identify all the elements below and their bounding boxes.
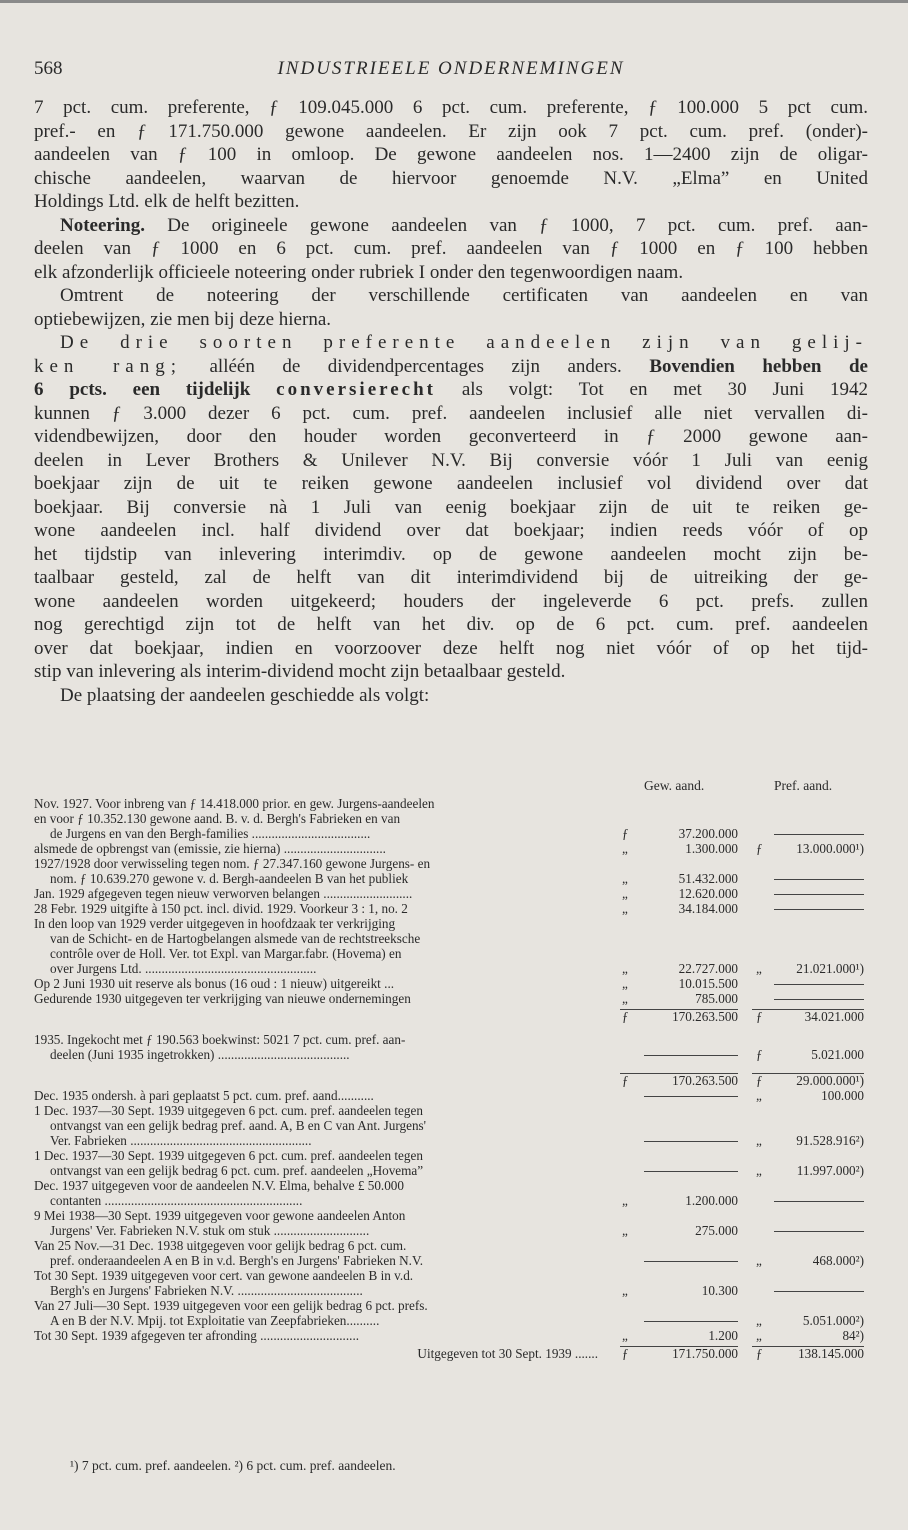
text-line: Omtrent de noteering der verschillende certificaten van aandeelen en van [60, 285, 868, 306]
table-row [34, 1328, 868, 1343]
column-header-preferente: Pref. aand. [774, 778, 833, 793]
text-line: optiebewijzen, zie men bij deze hierna. [34, 308, 332, 330]
gewone-amount: 1.200.000 [685, 1193, 738, 1208]
page-number: 568 [34, 58, 63, 79]
table-row [34, 961, 868, 976]
row-description: Op 2 Juni 1930 uit reserve als bonus (16 oud : 1 nieuw) uitgereikt ... [34, 976, 395, 991]
currency-mark: „ [622, 1283, 628, 1298]
text-fragment: 6 pcts. een tijdelijk [34, 379, 277, 400]
text-line: De drie soorten preferente aandeelen zijn van gelij- [60, 332, 868, 353]
currency-mark: ƒ [756, 1047, 763, 1062]
row-description: Nov. 1927. Voor inbreng van ƒ 14.418.000 prior. en gew. Jurgens-aandeelen [34, 796, 435, 811]
paragraph-certificaten [34, 284, 868, 331]
empty-dash [774, 984, 864, 985]
row-description: contanten ............................................................ [50, 1193, 303, 1208]
table-row [34, 1298, 868, 1313]
empty-dash [644, 1321, 738, 1322]
empty-dash [644, 1141, 738, 1142]
row-description: Dec. 1935 ondersh. à pari geplaatst 5 pct. cum. pref. aand........... [34, 1088, 374, 1103]
table-rows [34, 796, 868, 1361]
row-description: deelen (Juni 1935 ingetrokken) ........................................ [50, 1047, 350, 1062]
preferente-amount: 34.021.000 [804, 1009, 864, 1024]
table-row [34, 1163, 868, 1178]
table-subtotal-row [34, 1009, 868, 1024]
gewone-amount: 275.000 [695, 1223, 738, 1238]
text-line: over dat boekjaar, indien en voorzoover deze helft nog niet vóór of op het tijd- [34, 637, 868, 659]
preferente-amount: 29.000.000¹) [796, 1073, 864, 1088]
text-line: boekjaar. Bij conversie nà 1 Juli van eenig boekjaar zijn de uit te reiken ge- [34, 496, 868, 518]
running-title: INDUSTRIEELE ONDERNEMINGEN [277, 58, 625, 79]
gewone-amount: 170.263.500 [672, 1073, 738, 1088]
gewone-amount: 10.300 [701, 1283, 738, 1298]
row-description: Jurgens' Ver. Fabrieken N.V. stuk om stuk ............................. [50, 1223, 370, 1238]
text-fragment: conversierecht [276, 379, 436, 400]
currency-mark: „ [622, 1328, 628, 1343]
row-description: 9 Mei 1938—30 Sept. 1939 uitgegeven voor gewone aandeelen Anton [34, 1208, 406, 1223]
paragraph-noteering [34, 214, 868, 285]
row-description: over Jurgens Ltd. .................................................... [50, 961, 317, 976]
currency-mark: „ [622, 901, 628, 916]
text-line: deelen in Lever Brothers & Unilever N.V. Bij conversie vóór 1 Juli van eenig [34, 449, 868, 471]
text-line: kunnen ƒ 3.000 dezer 6 pct. cum. pref. aandeelen inclusief alle niet vervallen di- [34, 402, 868, 424]
currency-mark: „ [756, 1088, 762, 1103]
row-description: ontvangst van een gelijk bedrag pref. aand. A, B en C van Ant. Jurgens' [50, 1118, 427, 1133]
table-row [34, 871, 868, 886]
row-description: Ver. Fabrieken ....................................................... [50, 1133, 312, 1148]
table-row [34, 1313, 868, 1328]
text-line [34, 378, 868, 402]
column-header-gewone: Gew. aand. [644, 778, 705, 793]
row-description: de Jurgens en van den Bergh-families .................................... [50, 826, 371, 841]
text-fragment: alléén de dividendpercentages zijn anders. [181, 355, 650, 377]
paragraph-plaatsing [34, 684, 868, 708]
currency-mark: ƒ [622, 826, 629, 841]
text-line: deelen van ƒ 1000 en 6 pct. cum. pref. aandeelen van ƒ 1000 en ƒ 100 hebben [34, 238, 868, 259]
table-subtotal-row [34, 1346, 868, 1361]
row-gap [34, 1062, 868, 1070]
row-description: pref. onderaandeelen A en B in v.d. Bergh's en Jurgens' Fabrieken N.V. [50, 1253, 424, 1268]
table-row [34, 976, 868, 991]
table-row [34, 991, 868, 1006]
table-subtotal-row [34, 1073, 868, 1088]
currency-mark: „ [756, 1163, 762, 1178]
preferente-amount: 91.528.916²) [796, 1133, 864, 1148]
currency-mark: „ [756, 961, 762, 976]
row-description: nom. ƒ 10.639.270 gewone v. d. Bergh-aandeelen B van het publiek [50, 871, 409, 886]
scan-edge-line [0, 0, 908, 3]
row-description: 1935. Ingekocht met ƒ 190.563 boekwinst: 5021 7 pct. cum. pref. aan- [34, 1032, 406, 1047]
text-line [34, 214, 868, 238]
text-line: stip van inlevering als interim-dividend mocht zijn betaalbaar gesteld. [34, 661, 566, 682]
gewone-amount: 1.200 [708, 1328, 738, 1343]
text-line: nog gerechtigd zijn tot de helft van het div. op de 6 pct. cum. pref. aandeelen [34, 614, 868, 635]
row-description: Van 27 Juli—30 Sept. 1939 uitgegeven voor een gelijk bedrag 6 pct. prefs. [34, 1298, 428, 1313]
row-description: Van 25 Nov.—31 Dec. 1938 uitgegeven voor gelijk bedrag 6 pct. cum. [34, 1238, 407, 1253]
text-fragment: Bovendien hebben de [649, 355, 868, 377]
currency-mark: ƒ [622, 1346, 629, 1361]
gewone-amount: 37.200.000 [678, 826, 738, 841]
currency-mark: „ [622, 871, 628, 886]
gewone-amount: 12.620.000 [678, 886, 738, 901]
empty-dash [644, 1055, 738, 1056]
empty-dash [774, 1231, 864, 1232]
currency-mark: ƒ [756, 1009, 763, 1024]
table-row [34, 1193, 868, 1208]
table-row [34, 886, 868, 901]
footnote: ¹) 7 pct. cum. pref. aandeelen. ²) 6 pct. cum. pref. aandeelen. [70, 1458, 396, 1473]
table-row [34, 916, 868, 931]
row-gap [34, 1024, 868, 1032]
currency-mark: ƒ [756, 1073, 763, 1088]
text-fragment: De origineele gewone aandeelen van ƒ 1000, 7 pct. cum. pref. aan- [144, 214, 868, 236]
row-description: 1927/1928 door verwisseling tegen nom. ƒ 27.347.160 gewone Jurgens- en [34, 856, 431, 871]
row-description: Tot 30 Sept. 1939 afgegeven ter afronding .............................. [34, 1328, 360, 1343]
total-label: Uitgegeven tot 30 Sept. 1939 ....... [417, 1346, 598, 1361]
currency-mark: „ [622, 1193, 628, 1208]
row-description: en voor ƒ 10.352.130 gewone aand. B. v. d. Bergh's Fabrieken en van [34, 811, 401, 826]
preferente-amount: 13.000.000¹) [796, 841, 864, 856]
empty-dash [774, 909, 864, 910]
row-description: alsmede de opbrengst van (emissie, zie hierna) ............................... [34, 841, 386, 856]
row-description: Bergh's en Jurgens' Fabrieken N.V. ...................................... [50, 1283, 363, 1298]
currency-mark: „ [622, 961, 628, 976]
gewone-amount: 785.000 [695, 991, 738, 1006]
empty-dash [774, 834, 864, 835]
body-text [34, 96, 868, 707]
currency-mark: „ [622, 886, 628, 901]
empty-dash [774, 879, 864, 880]
empty-dash [774, 1291, 864, 1292]
gewone-amount: 10.015.500 [678, 976, 738, 991]
text-line: De plaatsing der aandeelen geschiedde als volgt: [60, 684, 430, 706]
row-description: In den loop van 1929 verder uitgegeven in hoofdzaak ter verkrijging [34, 916, 396, 931]
currency-mark: ƒ [622, 1009, 629, 1024]
currency-mark: „ [622, 1223, 628, 1238]
table-row [34, 931, 868, 946]
currency-mark: ƒ [756, 1346, 763, 1361]
table-row [34, 841, 868, 856]
currency-mark: ƒ [756, 841, 763, 856]
row-description: Tot 30 Sept. 1939 uitgegeven voor cert. van gewone aandeelen B in v.d. [34, 1268, 414, 1283]
row-description: Dec. 1937 uitgegeven voor de aandeelen N.V. Elma, behalve £ 50.000 [34, 1178, 404, 1193]
gewone-amount: 170.263.500 [672, 1009, 738, 1024]
preferente-amount: 100.000 [821, 1088, 864, 1103]
empty-dash [774, 999, 864, 1000]
text-line: wone aandeelen worden uitgekeerd; houders der ingeleverde 6 pct. prefs. zullen [34, 590, 868, 612]
text-line: elk afzonderlijk officieele noteering onder rubriek I onder den tegenwoordigen naam. [34, 261, 684, 283]
text-line: pref.- en ƒ 171.750.000 gewone aandeelen. Er zijn ook 7 pct. cum. pref. (onder)- [34, 120, 868, 142]
table-row [34, 811, 868, 826]
preferente-amount: 84²) [842, 1328, 864, 1343]
empty-dash [644, 1171, 738, 1172]
gewone-amount: 34.184.000 [678, 901, 738, 916]
currency-mark: „ [756, 1133, 762, 1148]
gewone-amount: 1.300.000 [685, 841, 738, 856]
text-line: boekjaar zijn de uit te reiken gewone aandeelen inclusief vol dividend over dat [34, 473, 868, 494]
table-row [34, 1223, 868, 1238]
row-description: Jan. 1929 afgegeven tegen nieuw verworven belangen ........................... [34, 886, 413, 901]
section-label: Noteering. [60, 214, 145, 236]
table-row [34, 1148, 868, 1163]
table-row [34, 796, 868, 811]
row-description: van de Schicht- en de Hartogbelangen alsmede van de rechtstreeksche [50, 931, 421, 946]
table-row [34, 1268, 868, 1283]
table-row [34, 1238, 868, 1253]
preferente-amount: 5.051.000²) [802, 1313, 864, 1328]
row-description: 1 Dec. 1937—30 Sept. 1939 uitgegeven 6 pct. cum. pref. aandeelen tegen [34, 1148, 423, 1163]
table-row [34, 946, 868, 961]
table-row [34, 1178, 868, 1193]
table-row [34, 1283, 868, 1298]
table-row [34, 856, 868, 871]
currency-mark: „ [622, 991, 628, 1006]
text-fragment: als volgt: Tot en met 30 Juni 1942 [436, 379, 868, 400]
preferente-amount: 21.021.000¹) [796, 961, 864, 976]
row-description: Gedurende 1930 uitgegeven ter verkrijging van nieuwe ondernemingen [34, 991, 411, 1006]
row-description: ontvangst van een gelijk bedrag 6 pct. cum. pref. aandeelen „Hovema” [50, 1163, 424, 1178]
preferente-amount: 138.145.000 [798, 1346, 864, 1361]
text-line: wone aandeelen incl. half dividend over dat boekjaar; indien reeds vóór of op [34, 520, 868, 541]
paragraph-capital [34, 96, 868, 214]
preferente-amount: 468.000²) [812, 1253, 864, 1268]
table-row [34, 1118, 868, 1133]
currency-mark: „ [756, 1253, 762, 1268]
table-row [34, 1047, 868, 1062]
text-line: taalbaar gesteld, zal de helft van dit interimdividend bij de uitreiking der ge- [34, 567, 868, 588]
gewone-amount: 22.727.000 [678, 961, 738, 976]
gewone-amount: 171.750.000 [672, 1346, 738, 1361]
text-line: videndbewijzen, door den houder worden geconverteerd in ƒ 2000 gewone aan- [34, 426, 868, 447]
text-line [34, 355, 868, 379]
currency-mark: „ [756, 1328, 762, 1343]
row-description: contrôle over de Holl. Ver. tot Expl. van Margar.fabr. (Hovema) en [50, 946, 402, 961]
preferente-amount: 5.021.000 [811, 1047, 864, 1062]
text-fragment: ken rang; [34, 355, 182, 377]
currency-mark: „ [756, 1313, 762, 1328]
preferente-amount: 11.997.000²) [796, 1163, 864, 1178]
text-line: het tijdstip van inlevering interimdiv. op de gewone aandeelen mocht zijn be- [34, 543, 868, 565]
table-row [34, 901, 868, 916]
paragraph-conversie [34, 331, 868, 684]
row-description: A en B der N.V. Mpij. tot Exploitatie van Zeepfabrieken.......... [50, 1313, 380, 1328]
table-row [34, 1032, 868, 1047]
text-line: chische aandeelen, waarvan de hiervoor genoemde N.V. „Elma” en United [34, 167, 868, 189]
text-line: 7 pct. cum. preferente, ƒ 109.045.000 6 pct. cum. preferente, ƒ 100.000 5 pct cum. [34, 97, 868, 118]
table-row [34, 1088, 868, 1103]
text-line: Holdings Ltd. elk de helft bezitten. [34, 191, 300, 212]
table-row [34, 1133, 868, 1148]
row-description: 1 Dec. 1937—30 Sept. 1939 uitgegeven 6 pct. cum. pref. aandeelen tegen [34, 1103, 423, 1118]
table-row [34, 826, 868, 841]
table-row [34, 1253, 868, 1268]
empty-dash [774, 894, 864, 895]
row-description: 28 Febr. 1929 uitgifte à 150 pct. incl. divid. 1929. Voorkeur 3 : 1, no. 2 [34, 901, 408, 916]
text-line: aandeelen van ƒ 100 in omloop. De gewone aandeelen nos. 1—2400 zijn de oligar- [34, 144, 868, 165]
currency-mark: ƒ [622, 1073, 629, 1088]
currency-mark: „ [622, 841, 628, 856]
currency-mark: „ [622, 976, 628, 991]
gewone-amount: 51.432.000 [678, 871, 738, 886]
table-row [34, 1208, 868, 1223]
empty-dash [644, 1096, 738, 1097]
empty-dash [774, 1201, 864, 1202]
page-header [34, 58, 868, 88]
table-row [34, 1103, 868, 1118]
empty-dash [644, 1261, 738, 1262]
